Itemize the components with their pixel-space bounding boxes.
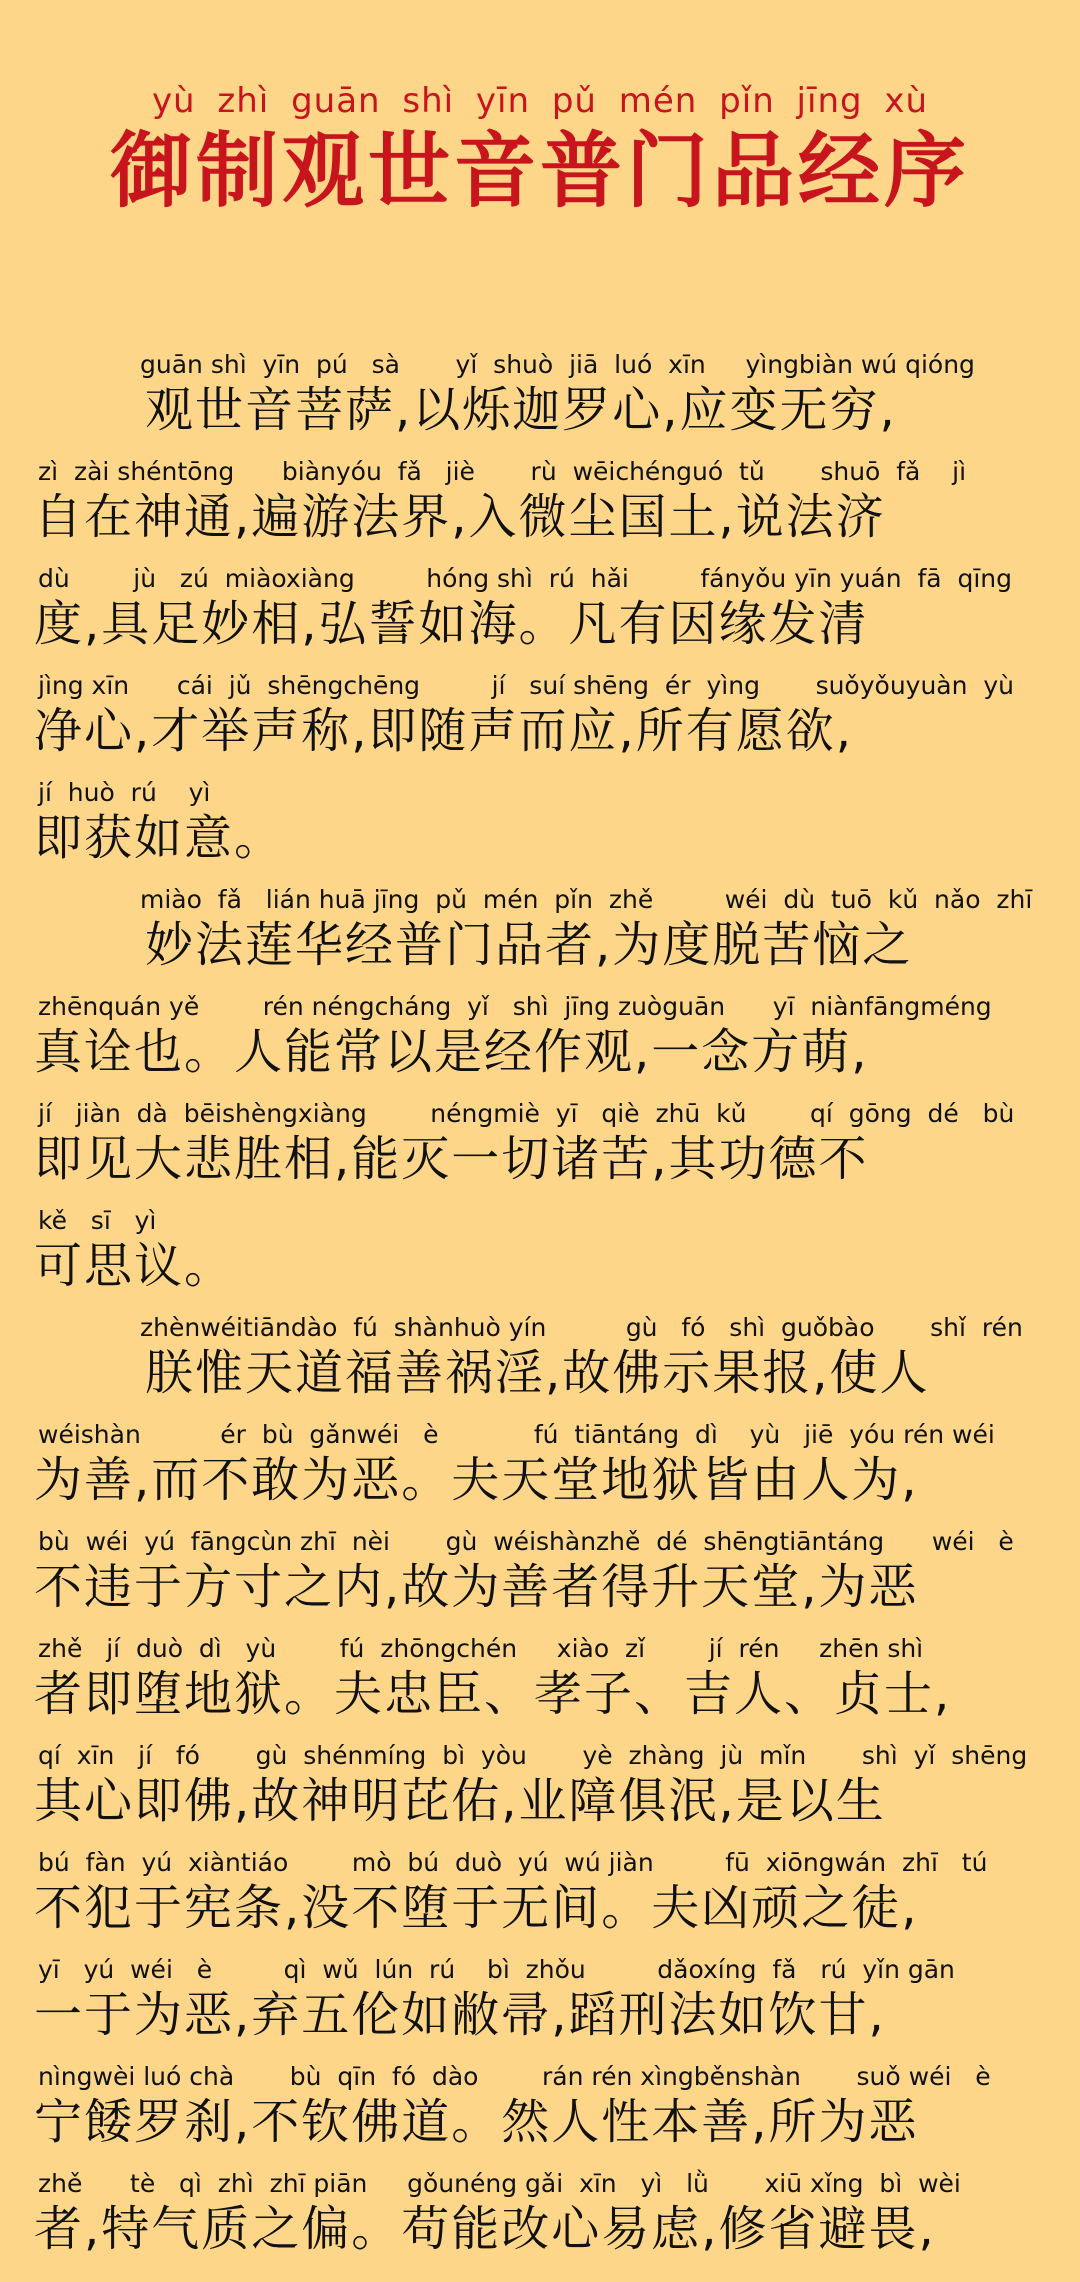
line-text: 净心,才举声称,即随声而应,所有愿欲, xyxy=(34,703,854,759)
text-line xyxy=(0,1955,1080,2062)
line-text: 即获如意。 xyxy=(34,810,285,866)
text-line xyxy=(0,1313,1080,1420)
line-text: 一于为恶,弃五伦如敝帚,蹈刑法如饮甘, xyxy=(34,1987,886,2043)
line-text: 真诠也。人能常以是经作观,一念方萌, xyxy=(34,1024,869,1080)
text-line xyxy=(0,1741,1080,1848)
line-text: 即见大悲胜相,能灭一切诸苦,其功德不 xyxy=(34,1131,869,1187)
line-text: 宁餧罗刹,不钦佛道。然人性本善,所为恶 xyxy=(34,2094,919,2150)
text-line xyxy=(0,1634,1080,1741)
text-line xyxy=(0,778,1080,885)
line-pinyin: kě sī yì xyxy=(38,1206,157,1235)
text-line xyxy=(0,885,1080,992)
line-pinyin: jí jiàn dà bēishèngxiàng néngmiè yī qiè zhū kǔ qí gōng dé bù xyxy=(38,1099,1015,1128)
line-text: 不犯于宪条,没不堕于无间。夫凶顽之徒, xyxy=(34,1880,919,1936)
page-title: 御制观世音普门品经序 xyxy=(109,124,970,219)
line-text: 不违于方寸之内,故为善者得升天堂,为恶 xyxy=(34,1559,919,1615)
text-line xyxy=(0,1848,1080,1955)
line-text: 者,特气质之偏。苟能改心易虑,修省避畏, xyxy=(34,2201,936,2257)
line-text: 度,具足妙相,弘誓如海。凡有因缘发清 xyxy=(34,596,869,652)
text-line xyxy=(0,2169,1080,2276)
line-text: 妙法莲华经普门品者,为度脱苦恼之 xyxy=(145,917,913,973)
text-line xyxy=(0,671,1080,778)
line-pinyin: zhēnquán yě rén néngcháng yǐ shì jīng zuòguān yī niànfāngméng xyxy=(38,992,992,1021)
text-line xyxy=(0,350,1080,457)
line-pinyin: dù jù zú miàoxiàng hóng shì rú hǎi fányǒu yīn yuán fā qīng xyxy=(38,564,1012,593)
line-pinyin: zhě jí duò dì yù fú zhōngchén xiào zǐ jí rén zhēn shì xyxy=(38,1634,924,1663)
title-pinyin: yù zhì guān shì yīn pǔ mén pǐn jīng xù xyxy=(151,81,929,121)
text-line xyxy=(0,1527,1080,1634)
line-pinyin: zhě tè qì zhì zhī piān gǒunéng gǎi xīn yì lǜ xiū xǐng bì wèi xyxy=(38,2169,961,2198)
line-pinyin: bú fàn yú xiàntiáo mò bú duò yú wú jiàn fū xiōngwán zhī tú xyxy=(38,1848,988,1877)
line-pinyin: wéishàn ér bù gǎnwéi è fú tiāntáng dì yù jiē yóu rén wéi xyxy=(38,1420,995,1449)
text-line xyxy=(0,1099,1080,1206)
line-text: 为善,而不敢为恶。夫天堂地狱皆由人为, xyxy=(34,1452,919,1508)
text-body xyxy=(0,350,1080,2276)
text-line xyxy=(0,1420,1080,1527)
line-text: 自在神通,遍游法界,入微尘国土,说法济 xyxy=(34,489,886,545)
text-line xyxy=(0,2062,1080,2169)
line-text: 可思议。 xyxy=(34,1238,235,1294)
line-pinyin: miào fǎ lián huā jīng pǔ mén pǐn zhě wéi dù tuō kǔ nǎo zhī xyxy=(140,885,1033,914)
text-line xyxy=(0,457,1080,564)
line-pinyin: qí xīn jí fó gù shénmíng bì yòu yè zhàng jù mǐn shì yǐ shēng xyxy=(38,1741,1028,1770)
text-line xyxy=(0,1206,1080,1313)
line-text: 朕惟天道福善祸淫,故佛示果报,使人 xyxy=(145,1345,930,1401)
title-block xyxy=(0,78,1080,220)
line-text: 观世音菩萨,以烁迦罗心,应变无穷, xyxy=(145,382,897,438)
line-text: 者即堕地狱。夫忠臣、孝子、吉人、贞士, xyxy=(34,1666,952,1722)
line-pinyin: nìngwèi luó chà bù qīn fó dào rán rén xìngběnshàn suǒ wéi è xyxy=(38,2062,991,2091)
text-line xyxy=(0,564,1080,671)
line-pinyin: zì zài shéntōng biànyóu fǎ jiè rù wēichénguó tǔ shuō fǎ jì xyxy=(38,457,967,486)
line-pinyin: yī yú wéi è qì wǔ lún rú bì zhǒu dǎoxíng fǎ rú yǐn gān xyxy=(38,1955,955,1984)
line-pinyin: zhènwéitiāndào fú shànhuò yín gù fó shì guǒbào shǐ rén xyxy=(140,1313,1023,1342)
line-pinyin: bù wéi yú fāngcùn zhī nèi gù wéishànzhě dé shēngtiāntáng wéi è xyxy=(38,1527,1014,1556)
text-line xyxy=(0,992,1080,1099)
line-pinyin: guān shì yīn pú sà yǐ shuò jiā luó xīn yìngbiàn wú qióng xyxy=(140,350,975,379)
line-text: 其心即佛,故神明芘佑,业障俱泯,是以生 xyxy=(34,1773,886,1829)
line-pinyin: jí huò rú yì xyxy=(38,778,211,807)
line-pinyin: jìng xīn cái jǔ shēngchēng jí suí shēng ér yìng suǒyǒuyuàn yù xyxy=(38,671,1015,700)
